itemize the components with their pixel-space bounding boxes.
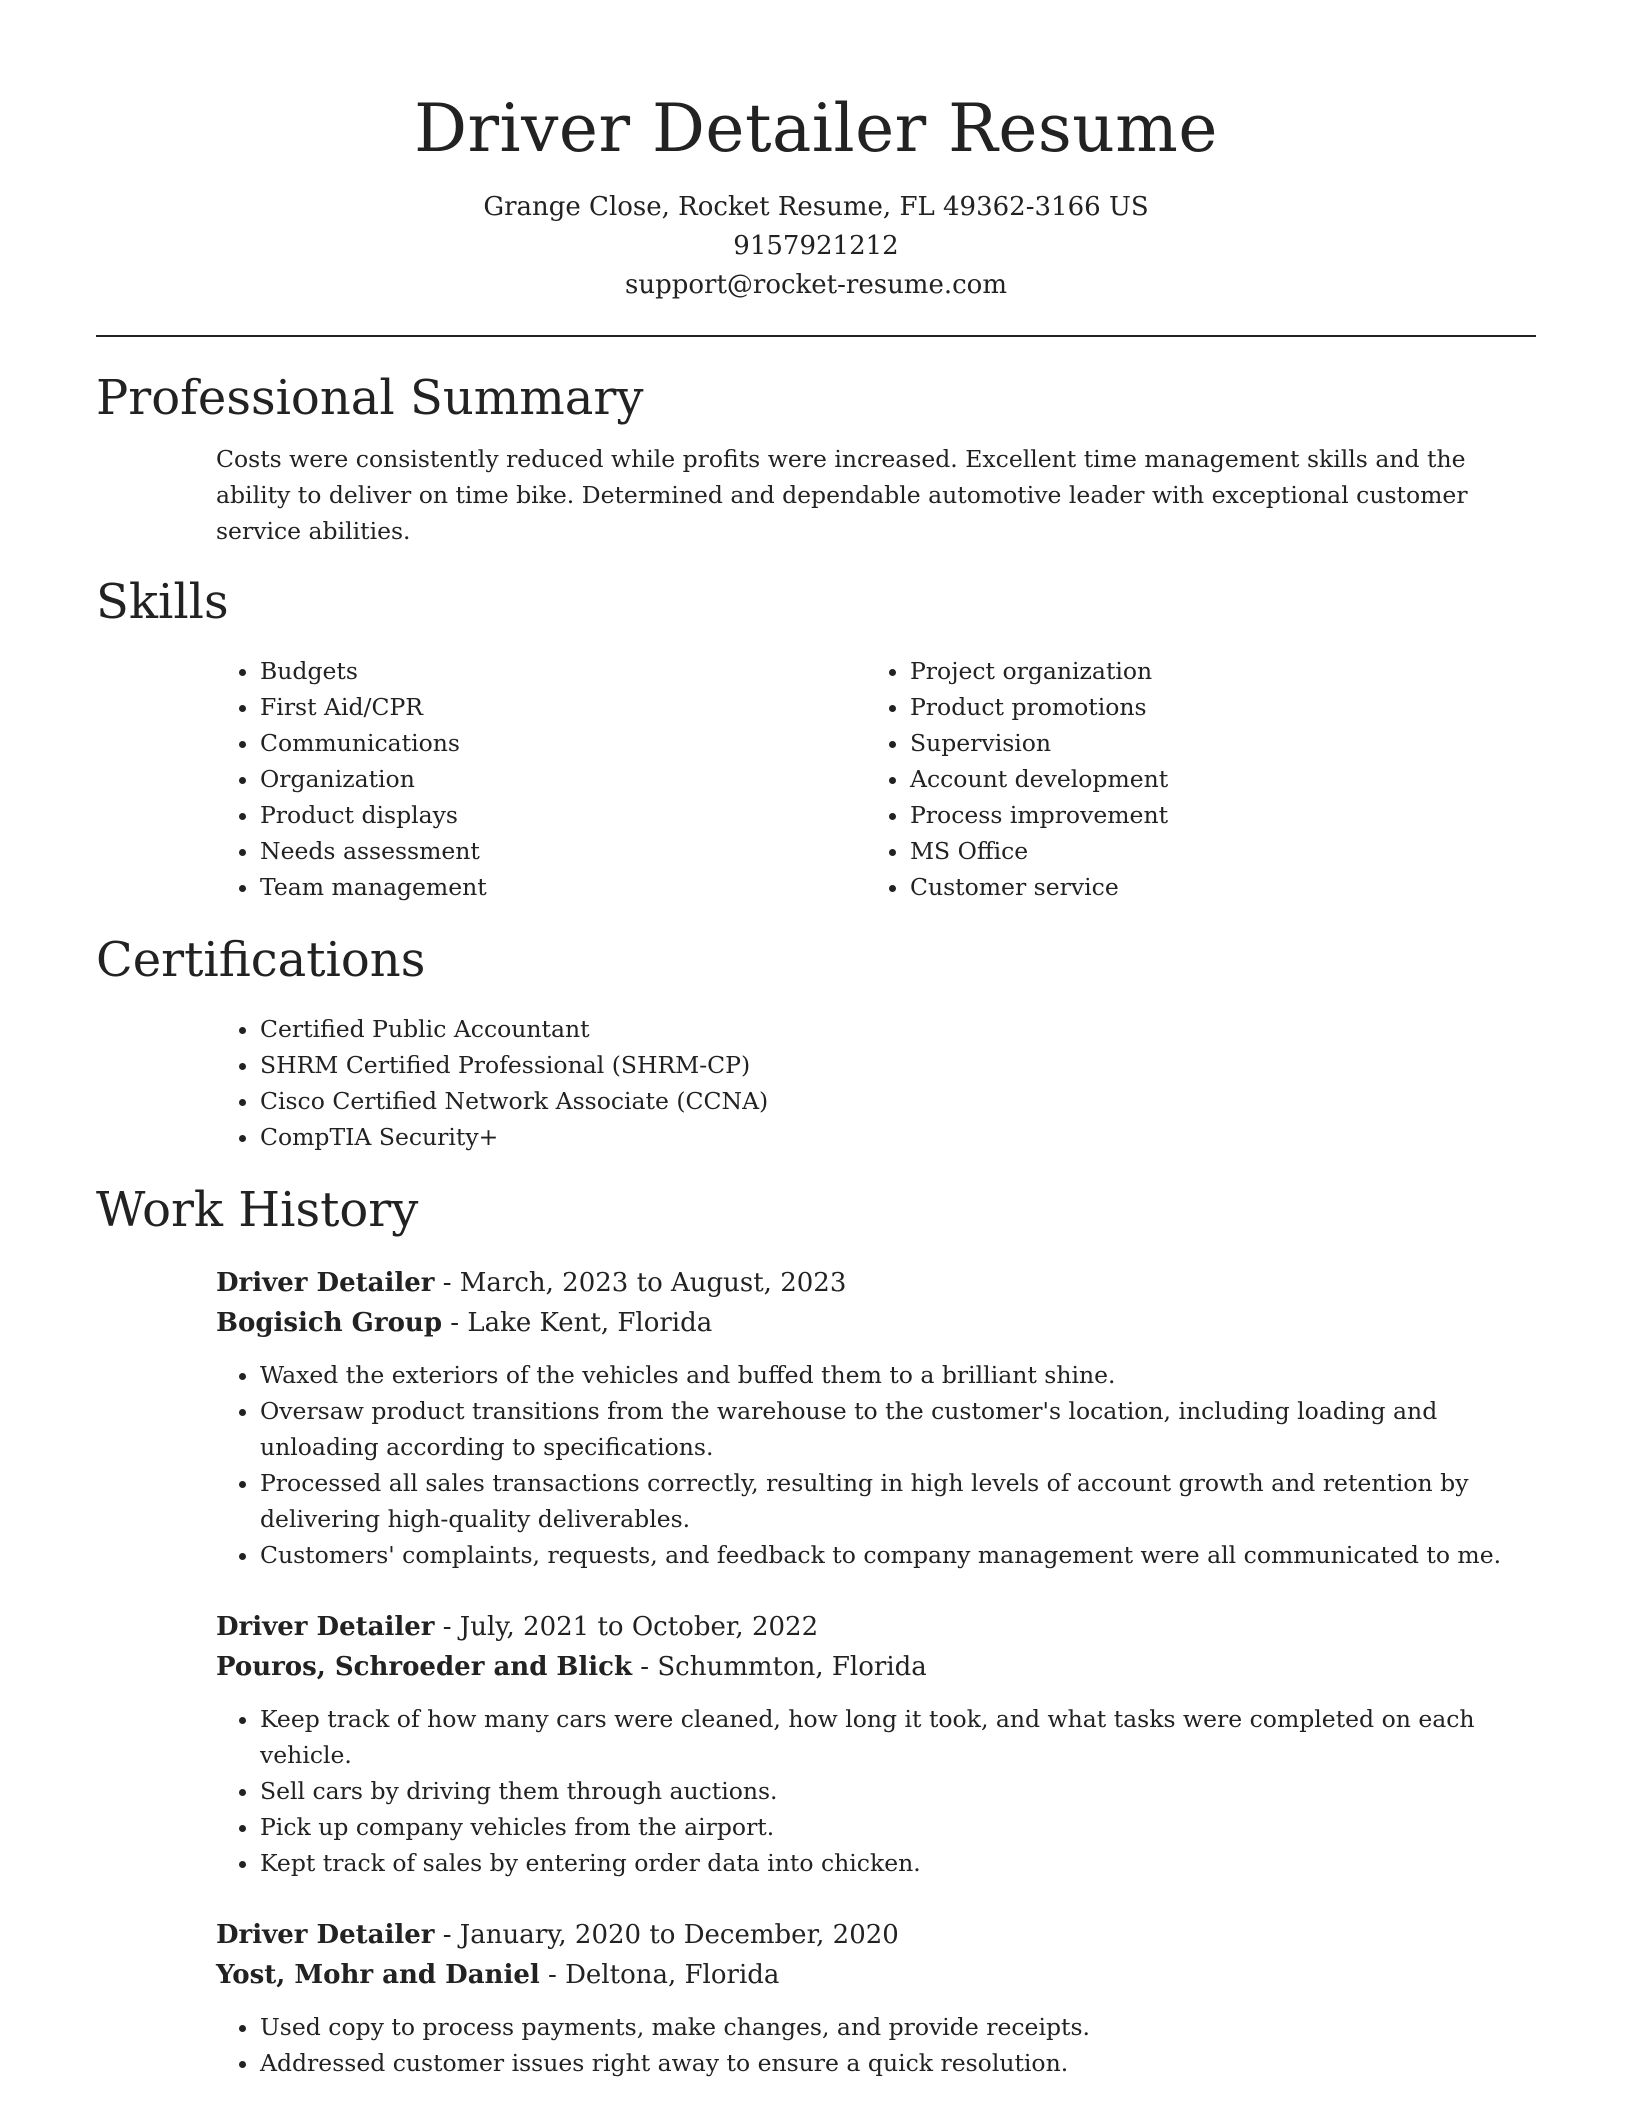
skills-column-left: [216, 653, 866, 905]
job-company: Bogisich Group: [216, 1308, 443, 1338]
job-location: Schummton, Florida: [657, 1652, 927, 1682]
job-location: Deltona, Florida: [565, 1960, 780, 1990]
contact-address: Grange Close, Rocket Resume, FL 49362-3166 US: [483, 192, 1149, 222]
job-bullet: • Addressed customer issues right away to ensure a quick resolution.: [260, 2045, 1536, 2081]
job-dates: July, 2021 to October, 2022: [459, 1612, 819, 1642]
job-bullets-wrap: [216, 2009, 1536, 2081]
certification-item: • Cisco Certified Network Associate (CCNA): [260, 1083, 1536, 1119]
job-title-line: [216, 1263, 1536, 1303]
job-separator: -: [434, 1920, 460, 1950]
job-separator: -: [632, 1652, 658, 1682]
job-bullets: [216, 2009, 1536, 2081]
job-company-line: [216, 1955, 1536, 1995]
skill-item: • Project organization: [910, 653, 1516, 689]
skill-item: • Needs assessment: [260, 833, 866, 869]
job-separator: -: [434, 1268, 460, 1298]
job-bullets: [216, 1701, 1536, 1881]
job-bullet: • Customers' complaints, requests, and feedback to company management were all communicated to me.: [260, 1537, 1536, 1573]
job-bullets-wrap: [216, 1701, 1536, 1881]
skills-list-right: [866, 653, 1516, 905]
job-title-line: [216, 1607, 1536, 1647]
job-bullet: • Pick up company vehicles from the airport.: [260, 1809, 1536, 1845]
skill-item: • Supervision: [910, 725, 1516, 761]
job-bullet: • Used copy to process payments, make changes, and provide receipts.: [260, 2009, 1536, 2045]
skill-item: • Communications: [260, 725, 866, 761]
job-separator: -: [434, 1612, 460, 1642]
job-bullet: • Oversaw product transitions from the warehouse to the customer's location, including loading and unloading according to specifications.: [260, 1393, 1536, 1465]
resume-page: [96, 0, 1536, 2081]
resume-title: Driver Detailer Resume: [414, 90, 1218, 167]
skill-item: • Product promotions: [910, 689, 1516, 725]
skill-item: • Product displays: [260, 797, 866, 833]
skills-grid: [216, 653, 1536, 905]
job-role: Driver Detailer: [216, 1920, 435, 1950]
contact-info: [96, 188, 1536, 305]
job-bullet: • Sell cars by driving them through auctions.: [260, 1773, 1536, 1809]
skill-item: • Team management: [260, 869, 866, 905]
section-skills: [96, 569, 1536, 905]
job-bullets: [216, 1357, 1536, 1573]
skills-list-left: [216, 653, 866, 905]
section-heading-work-history: Work History: [96, 1182, 419, 1238]
skill-item: • MS Office: [910, 833, 1516, 869]
job-separator: -: [539, 1960, 566, 1990]
job-location: Lake Kent, Florida: [467, 1308, 713, 1338]
job-bullet: • Kept track of sales by entering order data into chicken.: [260, 1845, 1536, 1881]
job-dates: January, 2020 to December, 2020: [459, 1920, 899, 1950]
certifications-list-wrap: [216, 1011, 1536, 1155]
job-bullets-wrap: [216, 1357, 1536, 1573]
certifications-list: [216, 1011, 1536, 1155]
skill-item: • Budgets: [260, 653, 866, 689]
certification-item: • CompTIA Security+: [260, 1119, 1536, 1155]
job-company: Yost, Mohr and Daniel: [216, 1960, 540, 1990]
job-entry: [216, 1915, 1536, 2081]
job-entry: [216, 1263, 1536, 1573]
section-professional-summary: [96, 365, 1536, 549]
contact-phone: 9157921212: [733, 231, 899, 261]
job-separator: -: [442, 1308, 468, 1338]
job-company-line: [216, 1647, 1536, 1687]
job-role: Driver Detailer: [216, 1612, 435, 1642]
skill-item: • Organization: [260, 761, 866, 797]
job-bullet: • Processed all sales transactions correctly, resulting in high levels of account growth and retention by delivering high-quality deliverables.: [260, 1465, 1536, 1537]
job-dates: March, 2023 to August, 2023: [459, 1268, 847, 1298]
job-company-line: [216, 1303, 1536, 1343]
job-title-line: [216, 1915, 1536, 1955]
skill-item: • Process improvement: [910, 797, 1516, 833]
certification-item: • SHRM Certified Professional (SHRM-CP): [260, 1047, 1536, 1083]
skills-column-right: [866, 653, 1516, 905]
skill-item: • Account development: [910, 761, 1516, 797]
header-divider: [96, 335, 1536, 337]
certification-item: • Certified Public Accountant: [260, 1011, 1536, 1047]
summary-text: Costs were consistently reduced while profits were increased. Excellent time management skills and the ability to deliver on time bike. Determined and dependable automotive leader with exceptional customer service abilities.: [216, 445, 1468, 545]
section-certifications: [96, 927, 1536, 1155]
job-bullet: • Keep track of how many cars were cleaned, how long it took, and what tasks were completed on each vehicle.: [260, 1701, 1536, 1773]
section-heading-certifications: Certifications: [96, 932, 426, 988]
section-heading-skills: Skills: [96, 574, 229, 630]
job-bullet: • Waxed the exteriors of the vehicles and buffed them to a brilliant shine.: [260, 1357, 1536, 1393]
section-heading-summary: Professional Summary: [96, 370, 644, 426]
skill-item: • First Aid/CPR: [260, 689, 866, 725]
contact-email: support@rocket-resume.com: [624, 270, 1007, 300]
job-role: Driver Detailer: [216, 1268, 435, 1298]
job-entry: [216, 1607, 1536, 1881]
job-company: Pouros, Schroeder and Blick: [216, 1652, 632, 1682]
resume-header: [96, 0, 1536, 305]
skill-item: • Customer service: [910, 869, 1516, 905]
section-work-history: [96, 1177, 1536, 2081]
